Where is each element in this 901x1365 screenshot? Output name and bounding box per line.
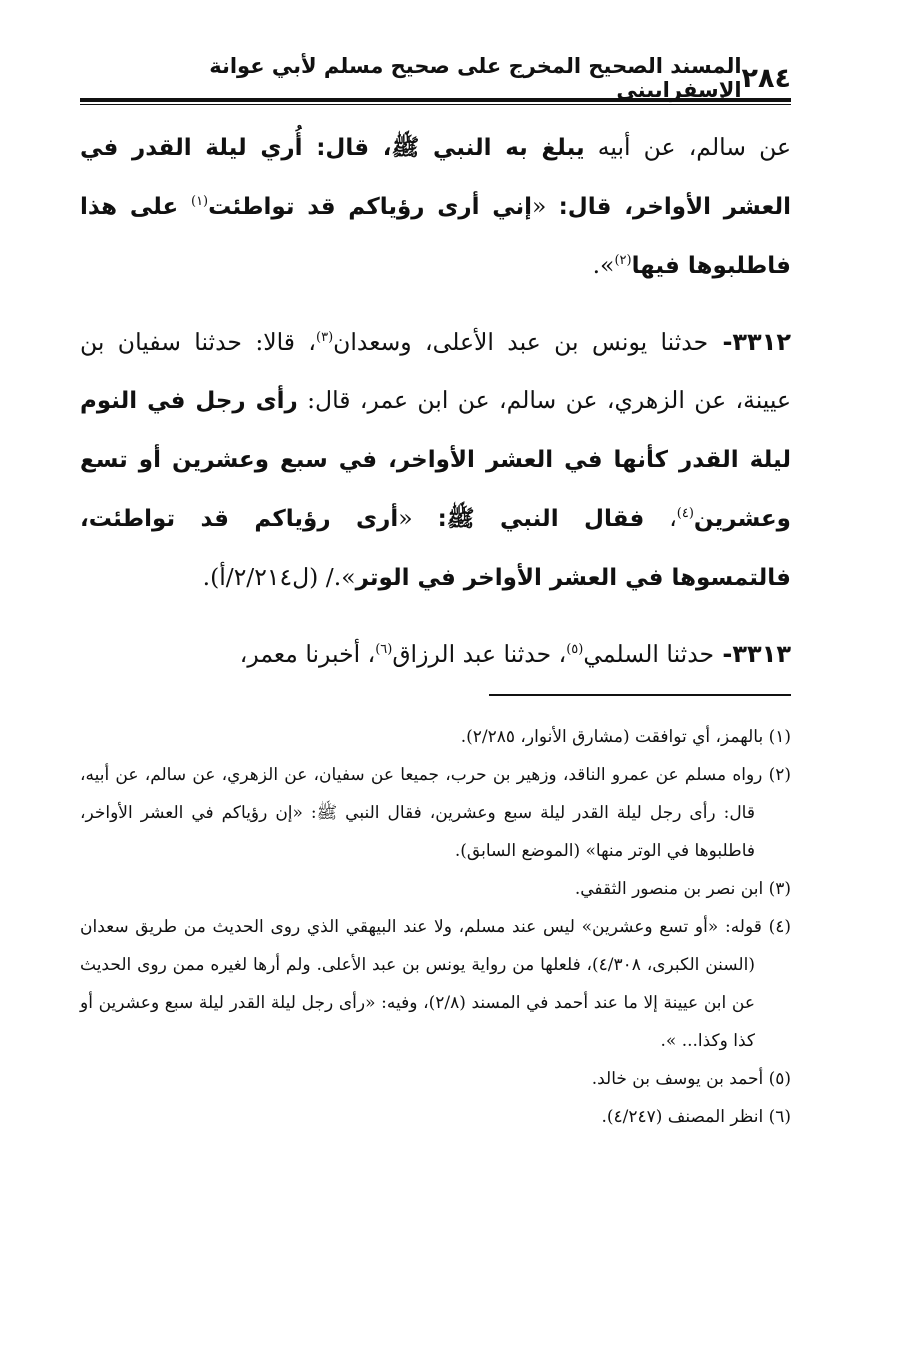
footnote-separator	[489, 694, 791, 696]
text-run: »./ (ل٢/٢١٤/أ).	[202, 563, 356, 591]
text-run: «	[398, 504, 438, 532]
bold-text-run: فقال النبي ﷺ:	[437, 506, 645, 532]
paragraph-continuation	[80, 118, 791, 295]
text-run: حدثنا يونس بن عبد الأعلى، وسعدان	[333, 328, 709, 356]
footnote-ref-3: (٣)	[316, 330, 334, 346]
running-title: المسند الصحيح المخرج على صحيح مسلم لأبي عوانة الإسفراييني	[209, 54, 742, 102]
hadith-number: ٣٣١٢-	[708, 328, 791, 356]
footnote-5: (٥) أحمد بن يوسف بن خالد.	[591, 1069, 791, 1089]
footnote-1: (١) بالهمز، أي توافقت (مشارق الأنوار، ٢/٢٨٥).	[460, 727, 791, 747]
footnote-ref-5: (٥)	[566, 642, 584, 658]
footnote-ref-1: (١)	[190, 194, 209, 210]
footnote-2: (٢) رواه مسلم عن عمرو الناقد، وزهير بن حرب، جميعا عن سفيان، عن الزهري، عن سالم، عن أبيه، قال: رأى رجل ليلة القدر ليلة سبع وعشرين، فقال النبي ﷺ: «إن رؤياكم في العشر الأواخر، فاطلبوها في الوتر منها» (الموضع السابق).	[80, 765, 791, 861]
text-run: عن سالم، عن أبيه	[584, 133, 792, 161]
bold-text-run: يبلغ به النبي ﷺ، قال: أُري ليلة القدر في العشر الأواخر، قال:	[80, 135, 791, 220]
text-run: «	[532, 192, 559, 220]
text-run: حدثنا السلمي	[583, 640, 715, 668]
text-run: ، حدثنا عبد الرزاق	[392, 640, 567, 668]
hadith-number: ٣٣١٣-	[714, 640, 791, 668]
footnote-6: (٦) انظر المصنف (٤/٢٤٧).	[601, 1107, 791, 1127]
page-header	[80, 54, 791, 102]
text-run: ، أخبرنا معمر،	[239, 640, 376, 668]
bold-text-run: رأى رجل في النوم ليلة القدر كأنها في العشر الأواخر، في سبع وعشرين أو تسع وعشرين	[80, 388, 791, 532]
footnote-ref-2: (٢)	[614, 253, 632, 269]
footnote-ref-4: (٤)	[676, 506, 694, 522]
page-number: ٢٨٤	[741, 62, 791, 94]
footnote-4: (٤) قوله: «أو تسع وعشرين» ليس عند مسلم، ولا عند البيهقي الذي روى الحديث من طريق سعدان (السنن الكبرى، ٤/٣٠٨)، فلعلها من رواية يونس بن عبد الأعلى. ولم أرها لغيره ممن روى الحديث عن ابن عيينة إلا ما عند أحمد في المسند (٢/٨)، وفيه: «رأى رجل ليلة القدر ليلة سبع وعشرين أو كذا وكذا... ».	[80, 917, 791, 1051]
text-run: ».	[592, 251, 615, 279]
footnotes	[80, 718, 791, 1136]
text-run: ،	[644, 504, 677, 532]
hadith-3312	[80, 313, 791, 607]
footnote-ref-6: (٦)	[375, 642, 393, 658]
bold-text-run: إني أرى رؤياكم قد تواطئت	[208, 194, 533, 220]
bold-text-run: أرى رؤياكم قد تواطئت، فالتمسوها في العشر الأواخر في الوتر	[80, 506, 791, 591]
bold-text-run: على هذا فاطلبوها فيها	[80, 194, 791, 279]
main-text	[80, 118, 791, 683]
header-rule	[80, 98, 791, 105]
footnote-3: (٣) ابن نصر بن منصور الثقفي.	[574, 879, 791, 899]
hadith-3313	[80, 625, 791, 683]
text-run: ، قالا: حدثنا سفيان بن عيينة، عن الزهري، عن سالم، عن ابن عمر، قال:	[80, 328, 791, 414]
